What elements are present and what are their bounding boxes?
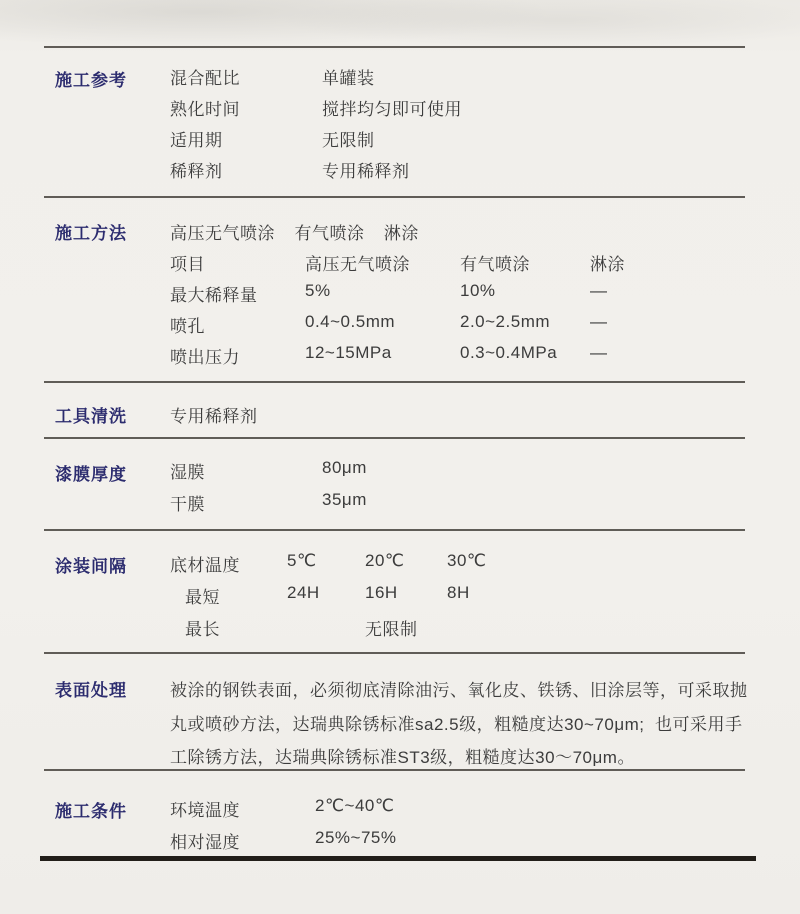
row-key: 湿膜 — [170, 463, 205, 482]
table-header: 淋涂 — [590, 255, 625, 274]
section-label-application-conditions: 施工条件 — [55, 802, 127, 821]
surface-treatment-text: 被涂的钢铁表面，必须彻底清除油污、氧化皮、铁锈、旧涂层等，可采取抛丸或喷砂方法，达瑞典除锈标准sa2.5级，粗糙度达30~70μm; 也可采用手工除锈方法，达瑞典除锈标准ST3级，粗糙度达30～70μm。 — [170, 681, 748, 767]
tool-cleaning-value: 专用稀释剂 — [170, 407, 258, 426]
recoat-interval-table — [170, 551, 537, 647]
row-key: 干膜 — [170, 495, 205, 514]
table-cell: — — [590, 343, 608, 362]
table-cell: 5% — [305, 281, 331, 300]
row-key: 混合配比 — [170, 69, 240, 88]
table-cell: — — [590, 312, 608, 331]
table-header: 30℃ — [447, 551, 487, 570]
row-value: 单罐装 — [322, 69, 375, 88]
table-cell — [447, 615, 537, 647]
divider-thick — [40, 856, 756, 861]
method-name: 高压无气喷涂 — [170, 224, 275, 243]
table-cell: 0.4~0.5mm — [305, 312, 396, 331]
table-cell: 最短 — [185, 588, 220, 607]
section-label-application-method: 施工方法 — [55, 224, 127, 243]
table-cell: 最长 — [185, 620, 220, 639]
row-key: 稀释剂 — [170, 162, 223, 181]
method-name: 淋涂 — [383, 224, 419, 243]
table-header: 有气喷涂 — [460, 255, 530, 274]
row-key: 相对湿度 — [170, 833, 240, 852]
table-cell: 8H — [447, 583, 470, 602]
method-name: 有气喷涂 — [294, 224, 365, 243]
table-cell: 喷出压力 — [170, 348, 240, 367]
table-cell: — — [590, 281, 608, 300]
divider — [44, 46, 745, 48]
divider — [44, 652, 745, 654]
table-header: 项目 — [170, 255, 205, 274]
construction-reference-rows — [170, 64, 462, 188]
row-key: 熟化时间 — [170, 100, 240, 119]
section-label-tool-cleaning: 工具清洗 — [55, 407, 127, 426]
row-key: 环境温度 — [170, 801, 240, 820]
table-cell: 无限制 — [365, 620, 418, 639]
section-label-surface-treatment: 表面处理 — [55, 681, 127, 700]
row-value: 35μm — [322, 490, 367, 509]
section-label-recoat-interval: 涂装间隔 — [55, 557, 127, 576]
film-thickness-rows — [170, 458, 367, 522]
table-cell: 16H — [365, 583, 398, 602]
table-header: 20℃ — [365, 551, 405, 570]
section-label-film-thickness: 漆膜厚度 — [55, 465, 127, 484]
application-methods-summary — [170, 219, 434, 244]
divider — [44, 381, 745, 383]
row-value: 专用稀释剂 — [322, 162, 410, 181]
divider — [44, 196, 745, 198]
table-cell: 10% — [460, 281, 496, 300]
row-key: 适用期 — [170, 131, 223, 150]
row-value: 无限制 — [322, 131, 375, 150]
table-cell: 2.0~2.5mm — [460, 312, 551, 331]
row-value: 25%~75% — [315, 828, 397, 847]
row-value: 搅拌均匀即可使用 — [322, 100, 462, 119]
row-value: 80μm — [322, 458, 367, 477]
application-conditions-rows — [170, 796, 396, 860]
table-cell — [287, 615, 365, 647]
table-cell: 24H — [287, 583, 320, 602]
table-header: 5℃ — [287, 551, 317, 570]
section-label-construction-reference: 施工参考 — [55, 71, 127, 90]
divider — [44, 437, 745, 439]
table-cell: 喷孔 — [170, 317, 205, 336]
table-cell: 0.3~0.4MPa — [460, 343, 558, 362]
table-cell: 最大稀释量 — [170, 286, 258, 305]
row-value: 2℃~40℃ — [315, 796, 395, 815]
table-header: 底材温度 — [170, 556, 240, 575]
spray-parameters-table — [170, 250, 680, 374]
table-cell: 12~15MPa — [305, 343, 392, 362]
divider — [44, 529, 745, 531]
table-header: 高压无气喷涂 — [305, 255, 410, 274]
